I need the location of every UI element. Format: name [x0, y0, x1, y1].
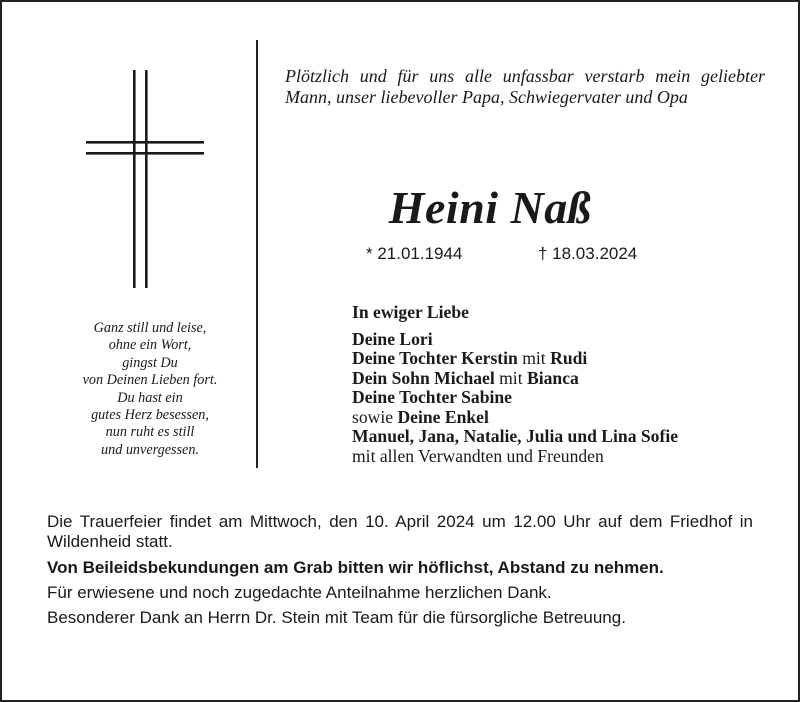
condolence-note: Von Beileidsbekundungen am Grab bitten wir höflichst, Abstand zu nehmen. [47, 558, 664, 577]
poem [50, 320, 250, 459]
birth-date: * 21.01.1944 [366, 244, 463, 263]
member-name: Dein Sohn Michael [352, 367, 495, 388]
family-son [352, 369, 782, 389]
grandchildren-names: Manuel, Jana, Natalie, Julia und Lina Sofie [352, 426, 679, 446]
member-conj: mit [522, 348, 546, 368]
family-list [352, 303, 782, 466]
grandchildren-label: Deine Enkel [397, 406, 489, 427]
poem-line: gutes Herz besessen, [91, 407, 209, 424]
grandchildren-prefix: sowie [352, 406, 394, 427]
vertical-divider [256, 40, 258, 468]
poem-line: Ganz still und leise, [93, 320, 207, 336]
poem-line: Du hast ein [117, 389, 183, 406]
intro-text: Plötzlich und für uns alle unfassbar verstarb mein geliebter Mann, unser liebevoller Papa, Schwiegervater und Opa [285, 66, 765, 107]
thanks-note: Für erwiesene und noch zugedachte Anteilnahme herzlichen Dank. [47, 583, 552, 602]
family-grandchildren [352, 408, 782, 428]
footer-text [47, 512, 753, 628]
family-daughter-2: Deine Tochter Sabine [352, 387, 512, 407]
family-daughter-1 [352, 349, 782, 369]
poem-line: ohne ein Wort, [108, 337, 192, 354]
family-heading: In ewiger Liebe [352, 302, 469, 322]
special-thanks-note: Besonderer Dank an Herrn Dr. Stein mit Team für die fürsorgliche Betreuung. [47, 608, 626, 627]
deceased-name: Heini Naß [388, 182, 592, 233]
member-name: Deine Tochter Kerstin [352, 348, 518, 368]
member-partner: Bianca [527, 367, 579, 388]
family-relatives: mit allen Verwandten und Freunden [352, 445, 604, 466]
member-partner: Rudi [550, 348, 588, 368]
death-date: † 18.03.2024 [538, 244, 638, 263]
cross-icon [86, 70, 204, 288]
poem-line: und unvergessen. [101, 441, 199, 458]
member-conj: mit [499, 367, 523, 388]
family-wife: Deine Lori [352, 328, 433, 349]
ceremony-info: Die Trauerfeier findet am Mittwoch, den 10. April 2024 um 12.00 Uhr auf dem Friedhof in Wildenheid statt. [47, 512, 753, 551]
poem-line: von Deinen Lieben fort. [82, 372, 218, 389]
poem-line: nun ruht es still [105, 424, 195, 441]
poem-line: gingst Du [122, 354, 178, 371]
